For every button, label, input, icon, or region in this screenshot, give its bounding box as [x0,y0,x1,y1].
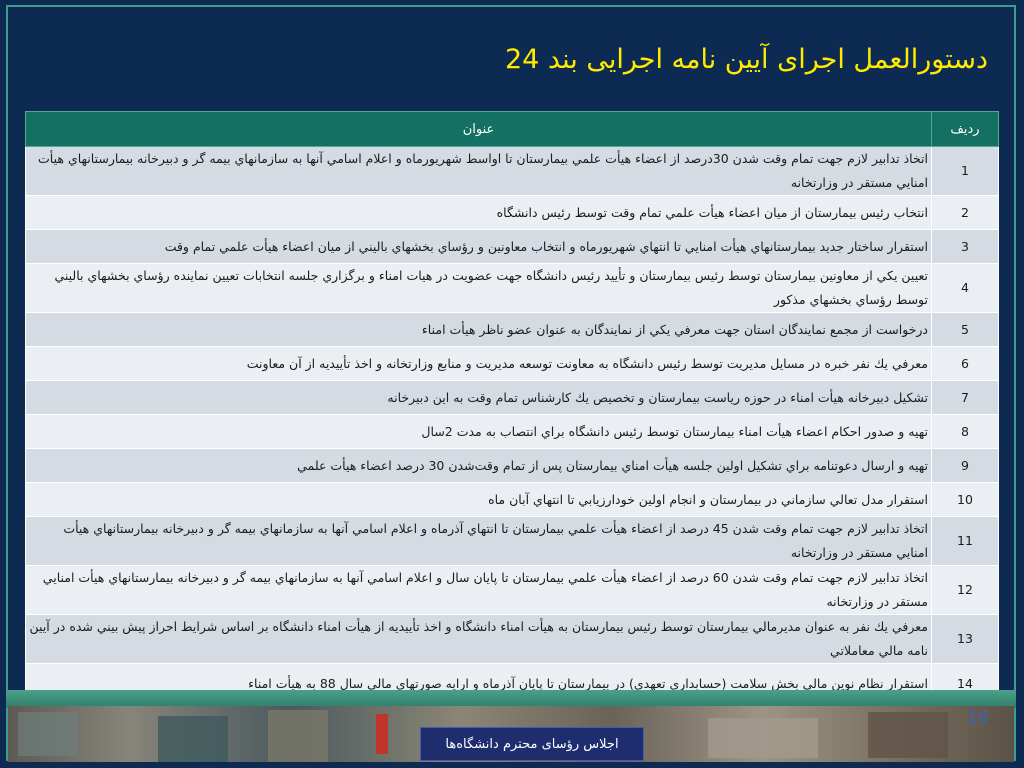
table-row [26,449,999,483]
row-number: 1 [932,147,999,196]
photo-detail [708,718,818,758]
row-text: اتخاذ تدابير لازم جهت تمام وقت شدن 30درصد از اعضاء هيأت علمي بيمارستان تا اواسط شهريورماه و اعلام اسامي آنها به سازمانهاي بيمه گر و دبيرخانه بيمارستانهاي هيأت امنايي مستقر در وزارتخانه [26,147,932,196]
row-number: 4 [932,264,999,313]
row-number: 8 [932,415,999,449]
row-text: استقرار ساختار جديد بيمارستانهاي هيأت امنايي تا انتهاي شهريورماه و انتخاب معاونين و رؤساي بخشهاي باليني از ميان اعضاء هيأت علمي تمام وقت [26,230,932,264]
footer-caption: اجلاس رؤسای محترم دانشگاه‌ها [420,727,644,761]
table-row [26,313,999,347]
row-text: تهيه و صدور احكام اعضاء هيأت امناء بيمارستان توسط رئيس دانشگاه براي انتصاب به مدت 2سال [26,415,932,449]
row-text: تشكيل دبيرخانه هيأت امناء در حوزه رياست بيمارستان و تخصيص يك كارشناس تمام وقت به اين دبيرخانه [26,381,932,415]
photo-detail [18,712,78,756]
row-number: 10 [932,483,999,517]
table-row [26,415,999,449]
row-number: 13 [932,615,999,664]
row-text: اتخاذ تدابير لازم جهت تمام وقت شدن 45 درصد از اعضاء هيأت علمي بيمارستان تا انتهاي آذرماه و اعلام اسامي آنها به سازمانهاي بيمه گر و دبيرخانه بيمارستانهاي هيأت امنايي مستقر در وزارتخانه [26,517,932,566]
row-number: 12 [932,566,999,615]
table-row [26,381,999,415]
table-row [26,347,999,381]
photo-detail [868,712,948,758]
table-row [26,615,999,664]
procedure-table [25,111,999,704]
table-row [26,517,999,566]
row-text: تعيين يكي از معاونين بيمارستان توسط رئيس بيمارستان و تأييد رئيس دانشگاه جهت عضويت در هيات امناء و برگزاري جلسه انتخابات تعيين نماينده رؤساي بخشهاي باليني توسط رؤساي بخشهاي مذكور [26,264,932,313]
table-container [25,111,999,703]
row-text: معرفي يك نفر به عنوان مديرمالي بيمارستان توسط رئيس بيمارستان به هيأت امناء دانشگاه و اخذ تأييديه از هيأت امناء دانشگاه بر اساس شرايط احراز پيش بيني شده در آيين نامه مالي معاملاتي [26,615,932,664]
table-row [26,483,999,517]
row-number: 3 [932,230,999,264]
table-row [26,230,999,264]
row-number: 6 [932,347,999,381]
header-row-number: رديف [932,112,999,147]
row-number: 2 [932,196,999,230]
slide-title: دستورالعمل اجرای آیین نامه اجرایی بند 24 [504,44,988,75]
row-number: 11 [932,517,999,566]
photo-detail [268,710,328,762]
table-row [26,264,999,313]
row-number: 9 [932,449,999,483]
row-text: استقرار نظام نوين مالي بخش سلامت (حسابداري تعهدي) در بيمارستان تا پايان آذرماه و ارايه صورتهاي مالي سال 88 به هيأت امناء [26,664,932,704]
table-row [26,196,999,230]
row-text: معرفي يك نفر خبره در مسايل مديريت توسط رئيس دانشگاه به معاونت توسعه مديريت و منابع وزارتخانه و اخذ تأييديه از آن معاونت [26,347,932,381]
row-number: 5 [932,313,999,347]
table-row [26,566,999,615]
photo-detail [376,714,388,754]
row-number: 7 [932,381,999,415]
row-text: اتخاذ تدابير لازم جهت تمام وقت شدن 60 درصد از اعضاء هيأت علمي بيمارستان تا پايان سال و اعلام اسامي آنها به سازمانهاي بيمه گر و دبيرخانه بيمارستانهاي هيأت امنايي مستقر در وزارتخانه [26,566,932,615]
row-text: درخواست از مجمع نمايندگان استان جهت معرفي يكي از نمايندگان به عنوان عضو ناظر هيأت امناء [26,313,932,347]
header-title: عنوان [26,112,932,147]
table-header-row [26,112,999,147]
row-text: استقرار مدل تعالي سازماني در بيمارستان و انجام اولين خودارزيابي تا انتهاي آبان ماه [26,483,932,517]
table-row [26,147,999,196]
photo-detail [158,716,228,762]
row-text: تهيه و ارسال دعوتنامه براي تشكيل اولين جلسه هيأت امناي بيمارستان پس از تمام وقت‌شدن 30 درصد اعضاء هيأت علمي [26,449,932,483]
row-number: 14 [932,664,999,704]
page-number: 16 [967,708,989,728]
row-text: انتخاب رئيس بيمارستان از ميان اعضاء هيأت علمي تمام وقت توسط رئيس دانشگاه [26,196,932,230]
